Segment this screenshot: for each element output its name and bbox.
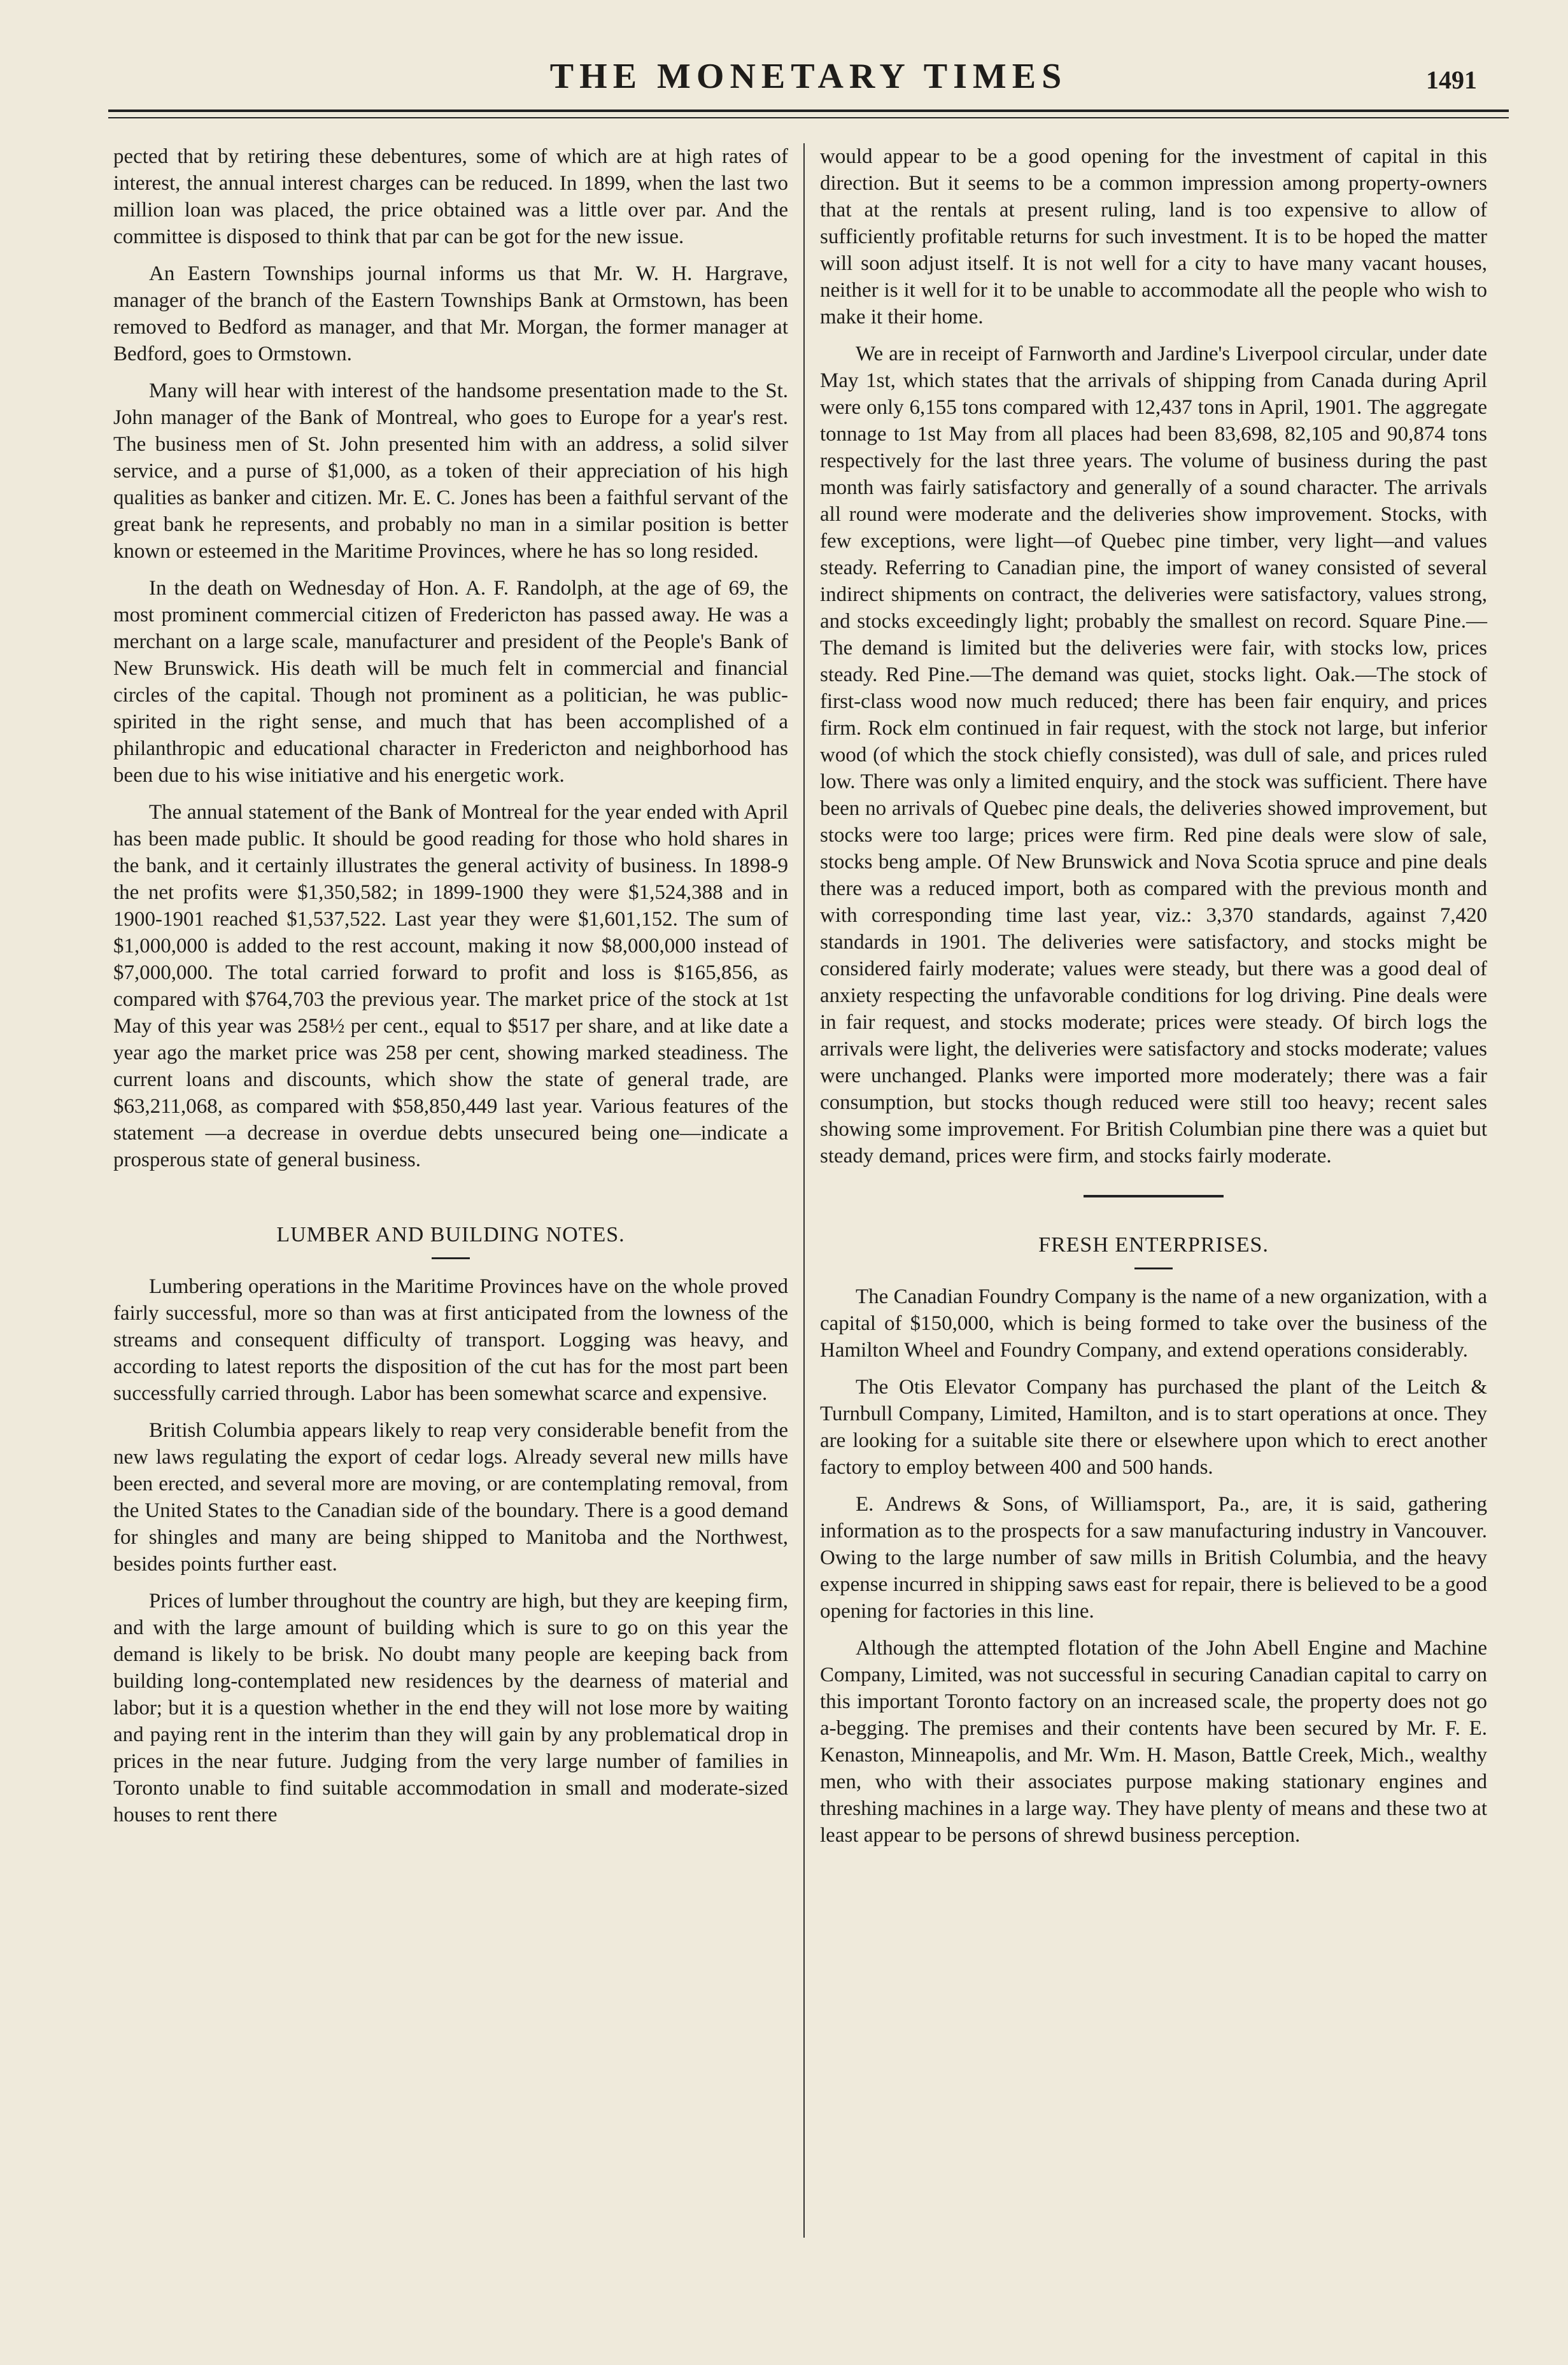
paragraph-randolph: In the death on Wednesday of Hon. A. F. Randolph, at the age of 69, the most prominent commercial citizen of Fredericton has passed away. He was a merchant on a large scale, manufacturer and president of the People's Bank of New Brunswick. His death will be much felt in commercial and financial circles of the capital. Though not prominent as a politician, he was public-spirited in the right sense, and much that has been accomplished of a philanthropic and educational character in Fredericton and neighborhood has been due to his wise initiative and his energetic work. xyxy=(113,577,788,787)
left-column xyxy=(113,143,788,1839)
paragraph-otis-elevator: The Otis Elevator Company has purchased the plant of the Leitch & Turnbull Company, Limited, Hamilton, and is to start operations at once. They are looking for a suitable site there or elsewhere upon which to erect another factory to employ between 400 and 500 hands. xyxy=(820,1376,1487,1479)
publication-title: THE MONETARY TIMES xyxy=(549,57,1068,96)
lumber-heading: LUMBER AND BUILDING NOTES. xyxy=(276,1223,625,1246)
paragraph-liverpool-circular: We are in receipt of Farnworth and Jardine's Liverpool circular, under date May 1st, which states that the arrivals of shipping from Canada during April were only 6,155 tons compared with 12,437 tons in April, 1901. The aggregate tonnage to 1st May from all places had been 83,698, 82,105 and 90,874 tons respectively for the last three years. The volume of business during the past month was fairly satisfactory and generally of a sound character. The arrivals all round were moderate and the deliveries show improvement. Stocks, with few exceptions, were light—of Quebec pine timber, very light—and values steady. Referring to Canadian pine, the import of waney consisted of several indirect shipments on contract, the deliveries were satisfactory, values strong, and stocks exceedingly light; probably the smallest on record. Square Pine.—The demand is limited but the deliveries were fair, with stocks low, prices steady. Red Pine.—The demand was quiet, stocks light. Oak.—The stock of first-class wood now much reduced; there has been fair enquiry, and prices firm. Rock elm continued in fair request, with the stock not large, but inferior wood (of which the stock chiefly consisted), was dull of sale, and prices ruled low. There was only a limited enquiry, and the stock was sufficient. There have been no arrivals of Quebec pine deals, the deliveries showed improvement, but stocks were too large; prices were firm. Red pine deals were slow of sale, stocks beng ample. Of New Brunswick and Nova Scotia spruce and pine deals there was a reduced import, both as compared with the previous month and with corresponding time last year, viz.: 3,370 standards, against 7,420 standards in 1901. The deliveries were satisfactory, and stocks might be considered fairly moderate; values were steady, but there was a good deal of anxiety respecting the unfavorable conditions for log driving. Pine deals were in fair request, and stocks moderate; prices were steady. Of birch logs the arrivals were light, the deliveries were satisfactory and stocks moderate; values were unchanged. Planks were imported more moderately; there was a fair consumption, but stocks though reduced were still too heavy; recent sales showing some improvement. For British Columbian pine there was a quiet but steady demand, prices were firm, and stocks fairly moderate. xyxy=(820,342,1487,1168)
heading-rule xyxy=(432,1257,470,1259)
heading-rule xyxy=(1134,1267,1173,1269)
paragraph-bank-statement: The annual statement of the Bank of Montreal for the year ended with April has been made public. It should be good reading for those who hold shares in the bank, and it certainly illustrates the general activity of business. In 1898-9 the net profits were $1,350,582; in 1899-1900 they were $1,524,388 and in 1900-1901 reached $1,537,522. Last year they were $1,601,152. The sum of $1,000,000 is added to the rest account, making it now $8,000,000 instead of $7,000,000. The total carried forward to profit and loss is $165,856, as compared with $764,703 the previous year. The market price of the stock at 1st May of this year was 258½ per cent., equal to $517 per share, and at like date a year ago the market price was 258 per cent, showing marked steadiness. The current loans and discounts, which show the state of general trade, are $63,211,068, as compared with $58,850,449 last year. Various features of the statement —a decrease in overdue debts unsecured being one—indicate a prosperous state of general business. xyxy=(113,801,788,1171)
page-number: 1491 xyxy=(1426,66,1477,94)
paragraph-prices: Prices of lumber throughout the country are high, but they are keeping firm, and with the large amount of building which is sure to go on this year the demand is likely to be brisk. No doubt many people are keeping back from building long-contemplated new residences by the dearness of material and labor; but it is a question whether in the end they will not lose more by waiting and paying rent in the interim than they will gain by any problematical drop in prices in the near future. Judging from the very large number of families in Toronto unable to find suitable accommodation in small and moderate-sized houses to rent there xyxy=(113,1590,788,1826)
paragraph-hargrave: An Eastern Townships journal informs us that Mr. W. H. Hargrave, manager of the branch of the Eastern Townships Bank at Ormstown, has been removed to Bedford as manager, and that Mr. Morgan, the former manager at Bedford, goes to Ormstown. xyxy=(113,262,788,365)
paragraph-lumbering: Lumbering operations in the Maritime Provinces have on the whole proved fairly successful, more so than was at first anticipated from the lowness of the streams and consequent difficulty of transport. Logging was heavy, and according to latest reports the disposition of the cut has for the most part been successfully carried through. Labor has been somewhat scarce and expensive. xyxy=(113,1275,788,1405)
section-separator xyxy=(1084,1195,1224,1197)
paragraph-investment: would appear to be a good opening for the investment of capital in this direction. But it seems to be a common impression among property-owners that at the rentals at present ruling, land is too expensive to allow of sufficiently profitable returns for such investment. It is to be hoped the matter will soon adjust itself. It is not well for a city to have many vacant houses, neither is it well for it to be unable to accommodate all the people who wish to make it their home. xyxy=(820,145,1487,328)
paragraph-john-abell: Although the attempted flotation of the John Abell Engine and Machine Company, Limited, was not successful in securing Canadian capital to carry on this important Toronto factory on an increased scale, the property does not go a-begging. The premises and their contents have been secured by Mr. F. E. Kenaston, Minneapolis, and Mr. Wm. H. Mason, Battle Creek, Mich., wealthy men, who with their associates purpose making stationary engines and threshing machines in a large way. They have plenty of means and these two at least appear to be persons of shrewd business perception. xyxy=(820,1637,1487,1847)
column-divider xyxy=(803,143,805,2238)
paragraph-continued: pected that by retiring these debentures, some of which are at high rates of interest, the annual interest charges can be reduced. In 1899, when the last two million loan was placed, the price obtained was a little over par. And the committee is disposed to think that par can be got for the new issue. xyxy=(113,145,788,248)
header-rule-thin xyxy=(108,117,1509,118)
page-header xyxy=(108,51,1509,108)
enterprises-heading: FRESH ENTERPRISES. xyxy=(1038,1233,1269,1257)
paragraph-canadian-foundry: The Canadian Foundry Company is the name of a new organization, with a capital of $150,000, which is being formed to take over the business of the Hamilton Wheel and Foundry Company, and extend operations considerably. xyxy=(820,1285,1487,1362)
right-column xyxy=(820,143,1487,1859)
paragraph-andrews: E. Andrews & Sons, of Williamsport, Pa., are, it is said, gathering information as to the prospects for a saw manufacturing industry in Vancouver. Owing to the large number of saw mills in British Columbia, and the heavy expense incurred in shipping saws east for repair, there is believed to be a good opening for factories in this line. xyxy=(820,1493,1487,1623)
header-rule xyxy=(108,109,1509,112)
paragraph-british-columbia: British Columbia appears likely to reap very considerable benefit from the new laws regulating the export of cedar logs. Already several new mills have been erected, and several more are moving, or are contemplating removal, from the United States to the Canadian side of the boundary. There is a good demand for shingles and many are being shipped to Manitoba and the Northwest, besides points further east. xyxy=(113,1419,788,1576)
paragraph-presentation: Many will hear with interest of the handsome presentation made to the St. John manager of the Bank of Montreal, who goes to Europe for a year's rest. The business men of St. John presented him with an address, a solid silver service, and a purse of $1,000, as a token of their appreciation of his high qualities as banker and citizen. Mr. E. C. Jones has been a faithful servant of the great bank he represents, and probably no man in a similar position is better known or esteemed in the Maritime Provinces, where he has so long resided. xyxy=(113,379,788,563)
